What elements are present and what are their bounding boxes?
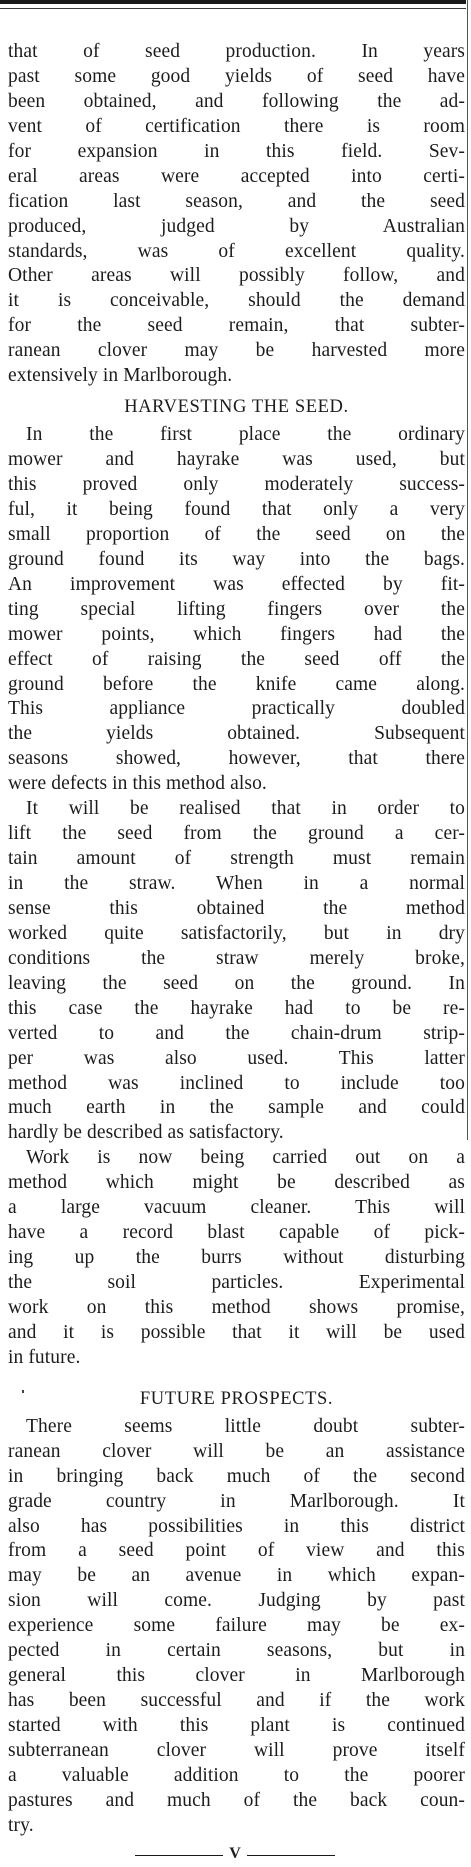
- text-line: a valuable addition to the poorer: [8, 1764, 465, 1786]
- text-line: for the seed remain, that subter-: [8, 315, 465, 337]
- text-line: tain amount of strength must remain: [8, 848, 465, 870]
- text-line: ranean clover will be an assistance: [8, 1440, 465, 1462]
- end-rule-left-line: [135, 1855, 223, 1856]
- text-line: for expansion in this field. Sev-: [8, 140, 465, 162]
- text-line: that of seed production. In years: [8, 41, 465, 62]
- text-line: This appliance practically doubled: [8, 698, 465, 720]
- text-line: in the straw. When in a normal: [8, 873, 465, 894]
- end-mark: V: [229, 1845, 241, 1862]
- text-line: vent of certification there is room: [8, 115, 465, 137]
- text-line: per was also used. This latter: [8, 1047, 465, 1069]
- text-line: the soil particles. Experimental: [8, 1272, 465, 1293]
- text-line: verted to and the chain-drum strip-: [8, 1022, 465, 1044]
- harvesting-paragraph-3: [8, 1146, 465, 1370]
- text-line: produced, judged by Australian: [8, 215, 465, 237]
- text-line: method was inclined to include too: [8, 1072, 465, 1094]
- text-line: fication last season, and the seed: [8, 190, 465, 212]
- text-line: have a record blast capable of pick-: [8, 1222, 465, 1244]
- text-line: ground found its way into the bags.: [8, 548, 465, 570]
- text-line: effect of raising the seed off the: [8, 648, 465, 670]
- text-line: method which might be described as: [8, 1172, 465, 1194]
- text-line: try.: [8, 1814, 34, 1836]
- text-line: it is conceivable, should the demand: [8, 290, 465, 312]
- text-line: lift the seed from the ground a cer-: [8, 823, 465, 845]
- text-line: pastures and much of the back coun-: [8, 1789, 465, 1811]
- text-line: Other areas will possibly follow, and: [8, 265, 465, 287]
- text-line: the yields obtained. Subsequent: [8, 723, 465, 745]
- heading-future-prospects: FUTURE PROSPECTS.: [139, 1388, 334, 1409]
- article-column: [8, 40, 465, 1839]
- text-line: ground before the knife came along.: [8, 673, 465, 695]
- text-line: eral areas were accepted into certi-: [8, 165, 465, 187]
- text-line: worked quite satisfactorily, but in dry: [8, 922, 465, 944]
- text-line: standards, was of excellent quality.: [8, 240, 465, 262]
- text-line: mower points, which fingers had the: [8, 623, 465, 645]
- text-line: been obtained, and following the ad-: [8, 90, 465, 112]
- text-line: were defects in this method also.: [8, 773, 267, 795]
- text-line: ful, it being found that only a very: [8, 498, 465, 520]
- harvesting-paragraph-1: [8, 423, 465, 797]
- text-line: In the first place the ordinary: [26, 424, 465, 446]
- text-line: and it is possible that it will be used: [8, 1321, 465, 1343]
- column-right-rule: [467, 0, 468, 1140]
- text-line: pected in certain seasons, but in: [8, 1640, 465, 1662]
- text-line: ranean clover may be harvested more: [8, 340, 465, 362]
- top-thin-rule: [0, 8, 466, 9]
- top-thick-rule: [0, 0, 466, 4]
- text-line: has been successful and if the work: [8, 1690, 465, 1712]
- text-line: sion will come. Judging by past: [8, 1590, 465, 1612]
- text-line: Work is now being carried out on a: [26, 1147, 465, 1169]
- top-column-rules: [0, 0, 471, 12]
- text-line: sense this obtained the method: [8, 897, 465, 919]
- text-line: may be an avenue in which expan-: [8, 1565, 465, 1587]
- text-line: also has possibilities in this district: [8, 1515, 465, 1537]
- text-line: in future.: [8, 1346, 81, 1368]
- text-line: grade country in Marlborough. It: [8, 1490, 465, 1512]
- text-line: general this clover in Marlborough: [8, 1665, 465, 1687]
- text-line: seasons showed, however, that there: [8, 748, 465, 770]
- heading-harvesting-the-seed: HARVESTING THE SEED.: [124, 397, 349, 418]
- text-line: subterranean clover will prove itself: [8, 1739, 465, 1761]
- future-paragraph-1: [8, 1415, 465, 1839]
- text-line: in bringing back much of the second: [8, 1465, 465, 1487]
- harvesting-paragraph-2: [8, 797, 465, 1146]
- print-speck: [22, 1390, 24, 1393]
- end-rule-right-line: [247, 1855, 335, 1856]
- text-line: conditions the straw merely broke,: [8, 947, 465, 969]
- text-line: hardly be described as satisfactory.: [8, 1122, 284, 1144]
- text-line: There seems little doubt subter-: [26, 1415, 465, 1437]
- article-end-rule: [135, 1845, 335, 1862]
- text-line: small proportion of the seed on the: [8, 523, 465, 545]
- text-line: started with this plant is continued: [8, 1715, 465, 1736]
- text-line: mower and hayrake was used, but: [8, 449, 465, 471]
- intro-paragraph: [8, 40, 465, 389]
- text-line: It will be realised that in order to: [26, 798, 465, 820]
- text-line: extensively in Marlborough.: [8, 365, 233, 387]
- text-line: past some good yields of seed have: [8, 65, 465, 87]
- text-line: work on this method shows promise,: [8, 1296, 465, 1318]
- text-line: An improvement was effected by fit-: [8, 573, 465, 595]
- text-line: ing up the burrs without disturbing: [8, 1247, 465, 1269]
- text-line: a large vacuum cleaner. This will: [8, 1197, 465, 1219]
- text-line: from a seed point of view and this: [8, 1540, 465, 1562]
- text-line: this proved only moderately success-: [8, 474, 465, 495]
- text-line: experience some failure may be ex-: [8, 1615, 465, 1637]
- text-line: much earth in the sample and could: [8, 1097, 465, 1119]
- text-line: ting special lifting fingers over the: [8, 598, 465, 620]
- text-line: leaving the seed on the ground. In: [8, 972, 465, 994]
- text-line: this case the hayrake had to be re-: [8, 997, 465, 1019]
